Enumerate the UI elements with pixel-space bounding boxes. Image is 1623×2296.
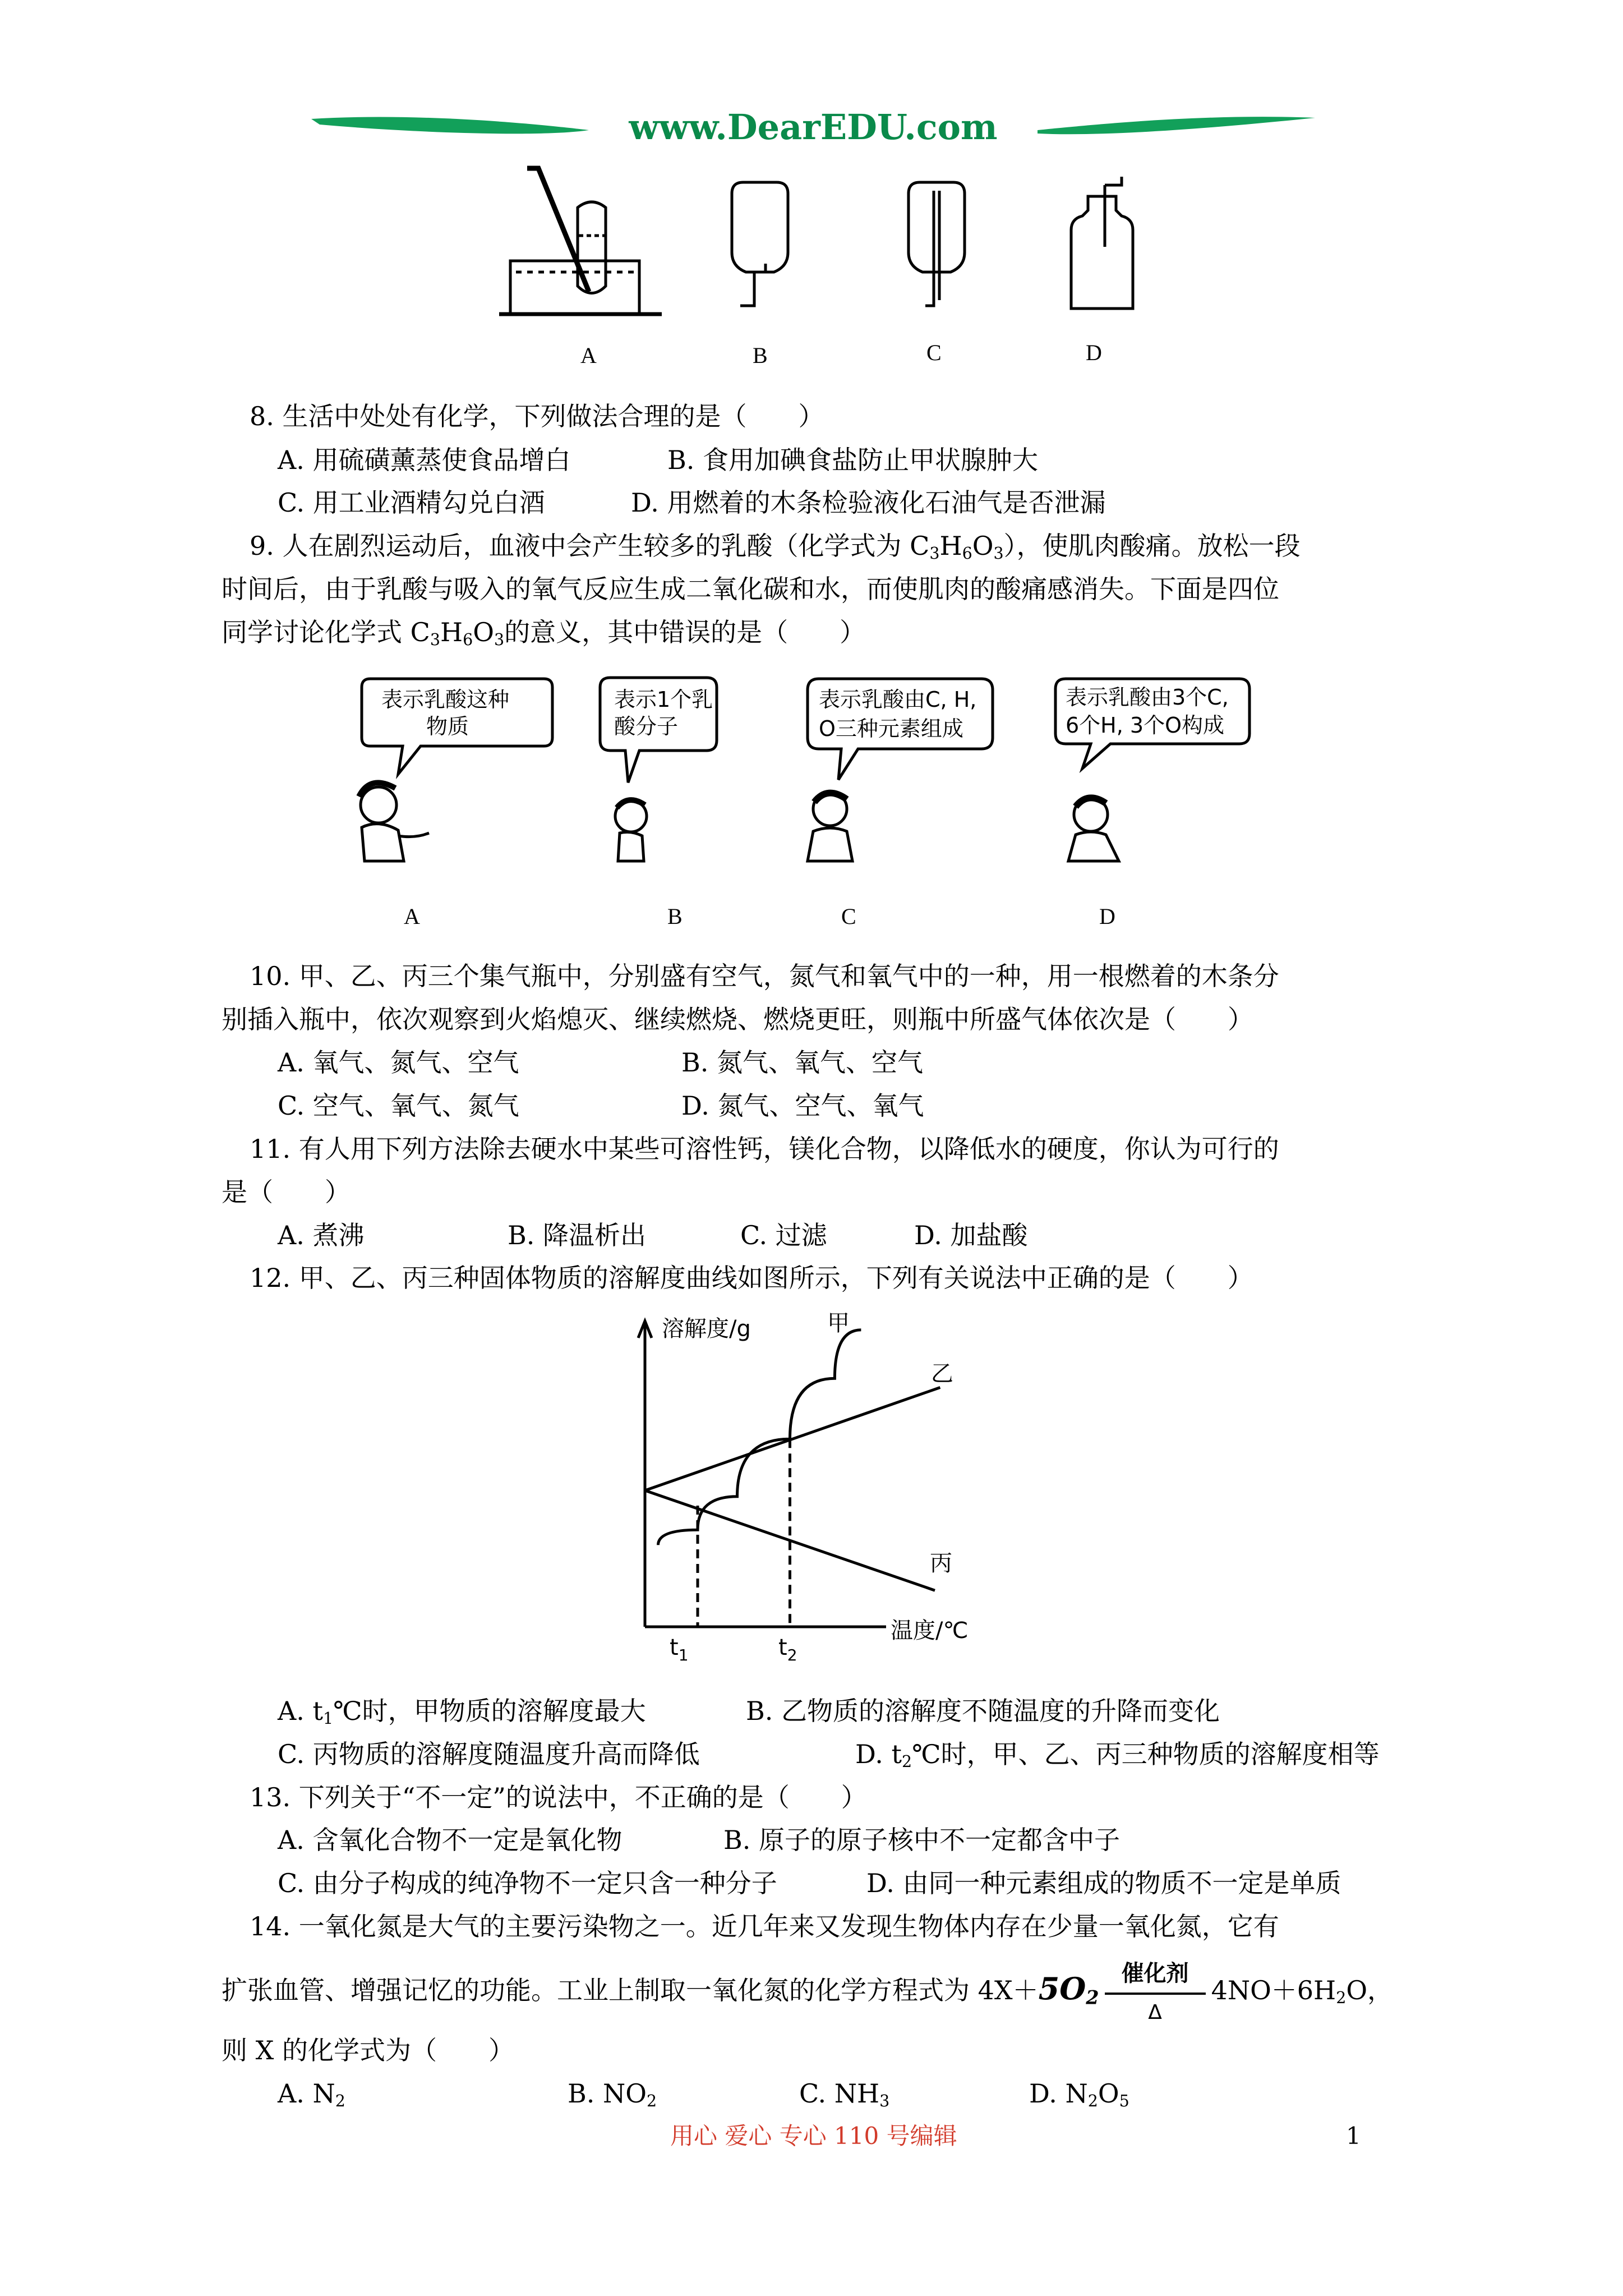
question-11-line-2: 是（ ） (222, 1177, 351, 1207)
series-bing-label: 丙 (930, 1550, 952, 1576)
question-10-option-a: A. 氧气、氮气、空气 (278, 1047, 519, 1078)
footer-editor-note: 用心 爱心 专心 110 号编辑 (670, 2122, 957, 2150)
student-label-c: C (841, 904, 856, 929)
x-axis-label: 温度/℃ (891, 1618, 969, 1644)
series-yi-label: 乙 (931, 1361, 953, 1387)
question-8-option-b: B. 食用加碘食盐防止甲状腺肿大 (667, 445, 1039, 475)
question-11-option-a: A. 煮沸 (278, 1220, 365, 1250)
question-12-option-a: A. $t_1℃$时，甲物质的溶解度最大 (278, 1696, 646, 1728)
question-8-stem: 8. 生活中处处有化学，下列做法合理的是（ ） (250, 401, 824, 431)
question-12-option-d: D. $t_2℃$时，甲、乙、丙三种物质的溶解度相等 (855, 1739, 1380, 1772)
question-12-option-b: B. 乙物质的溶解度不随温度的升降而变化 (746, 1696, 1220, 1726)
question-11-option-c: C. 过滤 (740, 1220, 827, 1250)
question-10-option-c: C. 空气、氧气、氮气 (278, 1091, 519, 1121)
figure-label-b: B (753, 343, 768, 368)
question-9-line-1: 9. 人在剧烈运动后，血液中会产生较多的乳酸（化学式为 $C_3H_6O_3$），使肌肉酸痛。放松一段 (250, 531, 1301, 563)
question-14-option-d: D. $N_2O_5$ (1029, 2078, 1129, 2111)
x-tick-t1: $t_1$ (670, 1635, 689, 1664)
series-jia-label: 甲 (827, 1310, 850, 1336)
student-label-a: A (404, 904, 420, 929)
question-14-option-c: C. $NH_3$ (799, 2078, 890, 2111)
question-12-stem: 12. 甲、乙、丙三种固体物质的溶解度曲线如图所示，下列有关说法中正确的是（ ） (250, 1263, 1253, 1293)
student-label-d: D (1099, 904, 1115, 929)
question-10-line-1: 10. 甲、乙、丙三个集气瓶中，分别盛有空气，氮气和氧气中的一种，用一根燃着的木条分 (250, 961, 1279, 991)
bubble-c-line-2: O三种元素组成 (819, 716, 963, 741)
bubble-b-line-2: 酸分子 (614, 714, 679, 739)
question-10-option-d: D. 氮气、空气、氧气 (681, 1091, 924, 1121)
question-9-line-3: 同学讨论化学式 $C_3H_6O_3$的意义，其中错误的是（ ） (222, 617, 866, 650)
solubility-curve-chart (623, 1307, 1015, 1672)
figure-label-d: D (1086, 340, 1102, 365)
question-13-option-d: D. 由同一种元素组成的物质不一定是单质 (866, 1868, 1341, 1898)
question-14-line-2: 扩张血管、增强记忆的功能。工业上制取一氧化氮的化学方程式为 $4X+5O_2$ 催化剂 Δ $4NO+6H_2O$， (222, 1961, 1394, 2024)
question-11-option-d: D. 加盐酸 (914, 1220, 1028, 1250)
students-discussion-figure (336, 668, 1335, 909)
question-10-option-b: B. 氮气、氧气、空气 (681, 1047, 924, 1078)
bubble-d-line-1: 表示乳酸由3个C, (1066, 685, 1229, 710)
question-13-option-b: B. 原子的原子核中不一定都含中子 (723, 1825, 1121, 1855)
bubble-b-line-1: 表示1个乳 (614, 687, 713, 712)
question-8-option-d: D. 用燃着的木条检验液化石油气是否泄漏 (631, 487, 1106, 518)
figure-label-a: A (580, 343, 597, 368)
reaction-condition-arrow: 催化剂 Δ (1099, 1976, 1211, 2009)
question-14-line-1: 14. 一氧化氮是大气的主要污染物之一。近几年来又发现生物体内存在少量一氧化氮，它有 (250, 1911, 1279, 1941)
series-yi-line (645, 1387, 940, 1490)
question-14-line-3: 则 X 的化学式为（ ） (222, 2035, 514, 2065)
question-12-option-c: C. 丙物质的溶解度随温度升高而降低 (278, 1739, 700, 1769)
bubble-a-line-1: 表示乳酸这种 (381, 687, 510, 712)
bubble-d-line-2: 6个H, 3个O构成 (1066, 713, 1224, 738)
y-axis-label: 溶解度/g (662, 1316, 751, 1342)
figure-label-c: C (926, 340, 942, 365)
question-13-option-a: A. 含氧化合物不一定是氧化物 (278, 1825, 623, 1855)
x-tick-t2: $t_2$ (778, 1635, 797, 1664)
bubble-c-line-1: 表示乳酸由C, H, (819, 687, 977, 712)
question-14-option-a: A. $N_2$ (278, 2078, 345, 2111)
page-number: 1 (1346, 2122, 1361, 2150)
question-13-option-c: C. 由分子构成的纯净物不一定只含一种分子 (278, 1868, 777, 1898)
bubble-a-line-2: 物质 (426, 714, 469, 739)
question-11-option-b: B. 降温析出 (508, 1220, 647, 1250)
series-jia-curve (658, 1330, 861, 1545)
question-13-stem: 13. 下列关于“不一定”的说法中，不正确的是（ ） (250, 1782, 867, 1812)
question-10-line-2: 别插入瓶中，依次观察到火焰熄灭、继续燃烧、燃烧更旺，则瓶中所盛气体依次是（ ） (222, 1004, 1253, 1034)
question-9-line-2: 时间后，由于乳酸与吸入的氧气反应生成二氧化碳和水，而使肌肉的酸痛感消失。下面是四位 (222, 574, 1279, 604)
question-8-option-a: A. 用硫磺薰蒸使食品增白 (278, 445, 571, 475)
question-14-option-b: B. $NO_2$ (568, 2078, 657, 2111)
question-11-line-1: 11. 有人用下列方法除去硬水中某些可溶性钙，镁化合物，以降低水的硬度，你认为可行的 (250, 1134, 1279, 1164)
question-8-option-c: C. 用工业酒精勾兑白酒 (278, 487, 545, 518)
student-label-b: B (667, 904, 683, 929)
site-banner (308, 102, 1318, 153)
site-url: www.DearEDU.com (629, 107, 998, 148)
